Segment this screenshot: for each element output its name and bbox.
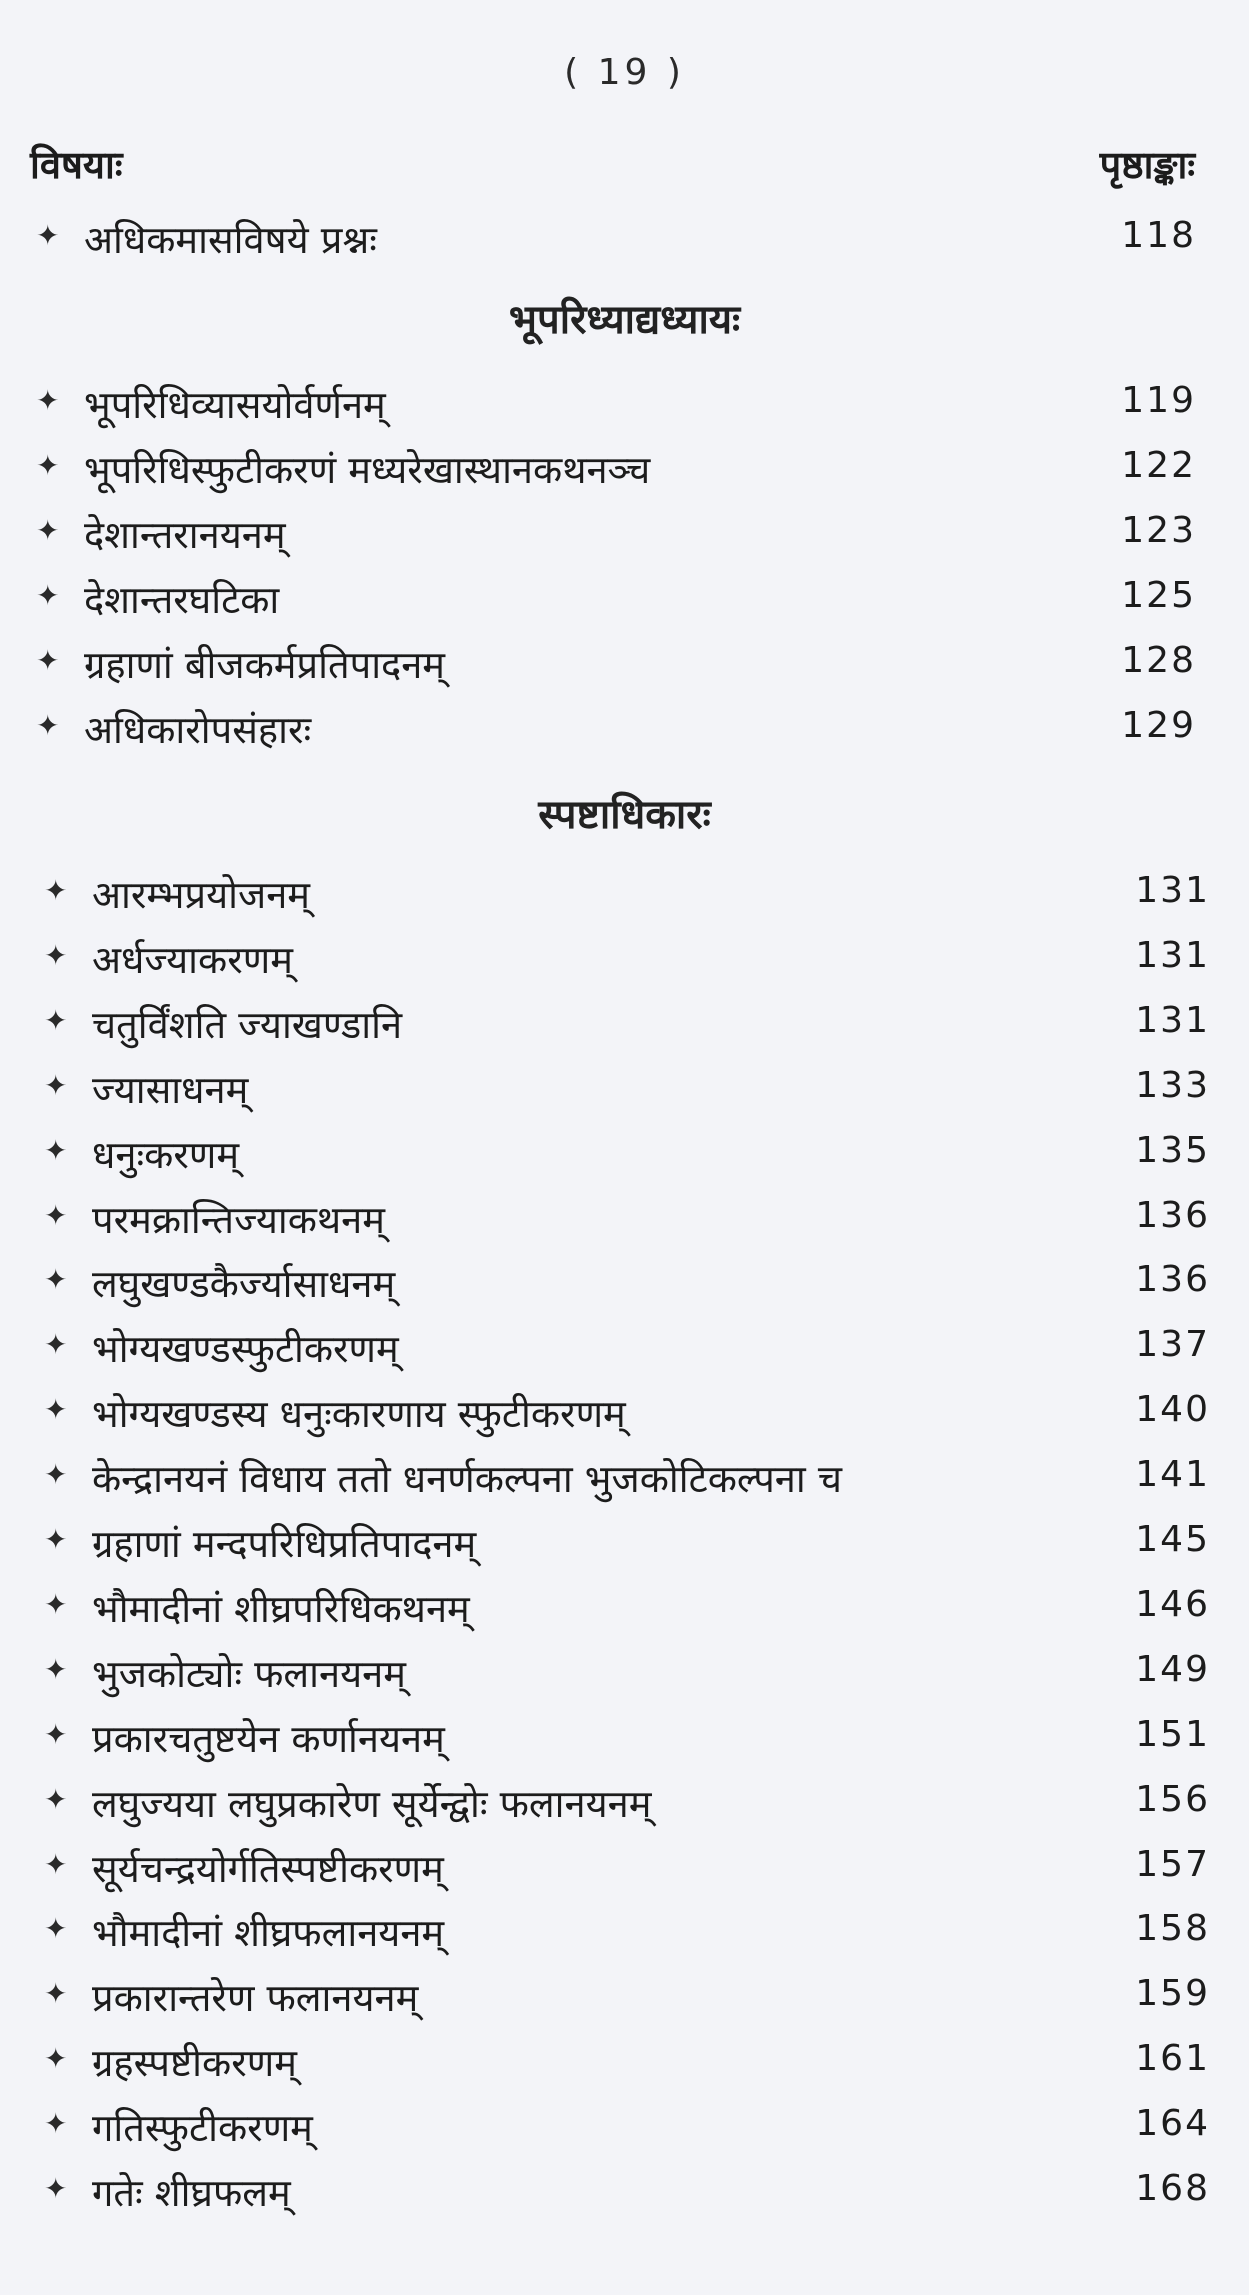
toc-entry-title: गतेः शीघ्रफलम् <box>92 2171 291 2215</box>
toc-entry-page: 123 <box>1121 510 1196 551</box>
diamond-bullet-icon: ✦ <box>44 1652 68 1686</box>
toc-entry-title: भोग्यखण्डस्फुटीकरणम् <box>92 1327 399 1372</box>
toc-entry-title: ग्रहस्पष्टीकरणम् <box>92 2041 297 2086</box>
diamond-bullet-icon: ✦ <box>36 579 60 612</box>
toc-entry-page: 131 <box>1135 870 1210 911</box>
toc-entry-page: 159 <box>1135 1973 1210 2015</box>
diamond-bullet-icon: ✦ <box>44 1587 68 1621</box>
diamond-bullet-icon: ✦ <box>44 1717 68 1751</box>
toc-entry <box>44 2036 1210 2096</box>
toc-entry <box>36 443 1196 503</box>
diamond-bullet-icon: ✦ <box>44 1458 68 1492</box>
diamond-bullet-icon: ✦ <box>44 1977 68 2011</box>
diamond-bullet-icon: ✦ <box>44 1003 68 1037</box>
toc-entry-page: 136 <box>1135 1259 1210 1301</box>
toc-entry-title: देशान्तरानयनम् <box>84 513 286 557</box>
toc-entry <box>44 1842 1210 1902</box>
toc-entry-title: अधिकमासविषये प्रश्नः <box>84 218 377 262</box>
toc-entry-page: 151 <box>1135 1713 1210 1755</box>
toc-entry-page: 131 <box>1135 999 1210 1041</box>
toc-entry <box>44 933 1210 993</box>
toc-entry-page: 135 <box>1135 1129 1210 1171</box>
toc-entry-page: 129 <box>1121 705 1196 746</box>
toc-entry-page: 149 <box>1135 1648 1210 1690</box>
diamond-bullet-icon: ✦ <box>36 709 60 742</box>
toc-entry <box>36 573 1196 633</box>
toc-entry-title: अर्धज्याकरणम् <box>92 937 293 982</box>
toc-entry <box>44 1647 1210 1707</box>
toc-entry <box>44 2166 1210 2226</box>
toc-entry-title: आरम्भप्रयोजनम् <box>92 873 311 917</box>
diamond-bullet-icon: ✦ <box>36 219 60 252</box>
toc-entry-title: धनुःकरणम् <box>92 1132 240 1177</box>
diamond-bullet-icon: ✦ <box>44 1782 68 1816</box>
toc-entry <box>44 1777 1210 1837</box>
diamond-bullet-icon: ✦ <box>44 1263 68 1297</box>
page-numbers-heading: पृष्ठाङ्काः <box>1099 143 1195 187</box>
toc-entry-title: भौमादीनां शीघ्रफलानयनम् <box>92 1911 445 1956</box>
diamond-bullet-icon: ✦ <box>44 1393 68 1427</box>
toc-entry-page: 141 <box>1135 1454 1210 1496</box>
diamond-bullet-icon: ✦ <box>44 938 68 972</box>
toc-entry-page: 140 <box>1135 1389 1210 1431</box>
section-heading: भूपरिध्याद्यध्यायः <box>508 297 741 343</box>
diamond-bullet-icon: ✦ <box>44 1198 68 1232</box>
toc-entry-page: 146 <box>1135 1583 1210 1625</box>
toc-entry-title: ग्रहाणां मन्दपरिधिप्रतिपादनम् <box>92 1522 477 1566</box>
toc-entry-page: 133 <box>1135 1064 1210 1106</box>
toc-entry <box>44 868 1210 928</box>
subjects-heading: विषयाः <box>30 143 123 187</box>
toc-entry <box>36 638 1196 698</box>
toc-entry-page: 157 <box>1135 1843 1210 1885</box>
toc-entry <box>44 1257 1210 1317</box>
toc-entry <box>36 213 1196 273</box>
toc-entry <box>44 1193 1210 1253</box>
toc-entry-title: परमक्रान्तिज्याकथनम् <box>92 1197 385 1242</box>
toc-entry-page: 131 <box>1135 934 1210 976</box>
diamond-bullet-icon: ✦ <box>44 2042 68 2076</box>
toc-entry-title: भुजकोट्योः फलानयनम् <box>92 1651 406 1696</box>
toc-entry-title: केन्द्रानयनं विधाय ततो धनर्णकल्पना भुजकोटिकल्पना च <box>92 1457 842 1502</box>
toc-entry-title: अधिकारोपसंहारः <box>84 708 312 752</box>
toc-entry <box>44 1517 1210 1577</box>
toc-header <box>30 138 1195 194</box>
toc-entry <box>44 1128 1210 1188</box>
diamond-bullet-icon: ✦ <box>44 1068 68 1102</box>
toc-entry-page: 137 <box>1135 1324 1210 1366</box>
toc-entry-title: प्रकारान्तरेण फलानयनम् <box>92 1976 419 2021</box>
toc-entry <box>44 1063 1210 1123</box>
diamond-bullet-icon: ✦ <box>44 2107 68 2141</box>
toc-entry-title: सूर्यचन्द्रयोर्गतिस्पष्टीकरणम् <box>92 1846 444 1891</box>
toc-entry-page: 161 <box>1135 2038 1210 2080</box>
toc-entry-page: 136 <box>1135 1194 1210 1236</box>
diamond-bullet-icon: ✦ <box>44 1133 68 1167</box>
toc-entry-page: 128 <box>1121 640 1196 681</box>
diamond-bullet-icon: ✦ <box>36 644 60 677</box>
toc-entry <box>44 1322 1210 1382</box>
diamond-bullet-icon: ✦ <box>44 1847 68 1881</box>
toc-entry-title: लघुज्यया लघुप्रकारेण सूर्येन्द्वोः फलानयनम् <box>92 1781 652 1826</box>
toc-entry <box>44 1452 1210 1512</box>
toc-entry-page: 164 <box>1135 2103 1210 2145</box>
toc-entry <box>44 1712 1210 1772</box>
toc-entry-title: ग्रहाणां बीजकर्मप्रतिपादनम् <box>84 643 446 687</box>
toc-entry-title: भूपरिधिस्फुटीकरणं मध्यरेखास्थानकथनञ्च <box>84 448 651 492</box>
toc-entry <box>44 2101 1210 2161</box>
diamond-bullet-icon: ✦ <box>36 449 60 482</box>
toc-entry-title: देशान्तरघटिका <box>84 578 280 622</box>
toc-entry-title: गतिस्फुटीकरणम् <box>92 2106 313 2151</box>
toc-entry <box>44 1387 1210 1447</box>
toc-entry <box>36 508 1196 568</box>
diamond-bullet-icon: ✦ <box>44 1912 68 1946</box>
toc-entry-title: भौमादीनां शीघ्रपरिधिकथनम् <box>92 1586 470 1631</box>
toc-entry <box>44 1582 1210 1642</box>
toc-entry-title: लघुखण्डकैर्ज्यासाधनम् <box>92 1262 396 1307</box>
page-number: ( 19 ) <box>564 52 685 93</box>
toc-entry-title: भोग्यखण्डस्य धनुःकारणाय स्फुटीकरणम् <box>92 1392 626 1437</box>
diamond-bullet-icon: ✦ <box>44 2172 68 2205</box>
toc-entry-title: प्रकारचतुष्टयेन कर्णानयनम् <box>92 1716 445 1761</box>
toc-entry <box>44 998 1210 1058</box>
toc-entry <box>44 1971 1210 2031</box>
toc-entry-page: 158 <box>1135 1908 1210 1950</box>
toc-entry-page: 119 <box>1121 380 1196 421</box>
toc-entry-title: चतुर्विंशति ज्याखण्डानि <box>92 1002 403 1047</box>
diamond-bullet-icon: ✦ <box>44 1328 68 1362</box>
diamond-bullet-icon: ✦ <box>44 874 68 907</box>
toc-entry-page: 168 <box>1135 2168 1210 2209</box>
toc-entry-page: 118 <box>1121 215 1196 256</box>
toc-entry-page: 125 <box>1121 575 1196 616</box>
toc-entry <box>44 1906 1210 1966</box>
toc-entry-page: 156 <box>1135 1778 1210 1820</box>
toc-entry-title: भूपरिधिव्यासयोर्वर्णनम् <box>84 383 386 427</box>
toc-entry <box>36 378 1196 438</box>
diamond-bullet-icon: ✦ <box>44 1523 68 1556</box>
toc-entry-page: 145 <box>1135 1519 1210 1560</box>
toc-entry-page: 122 <box>1121 445 1196 486</box>
diamond-bullet-icon: ✦ <box>36 384 60 417</box>
toc-entry-title: ज्यासाधनम् <box>92 1067 249 1112</box>
section-heading: स्पष्टाधिकारः <box>538 792 711 838</box>
diamond-bullet-icon: ✦ <box>36 514 60 547</box>
toc-entry <box>36 703 1196 763</box>
